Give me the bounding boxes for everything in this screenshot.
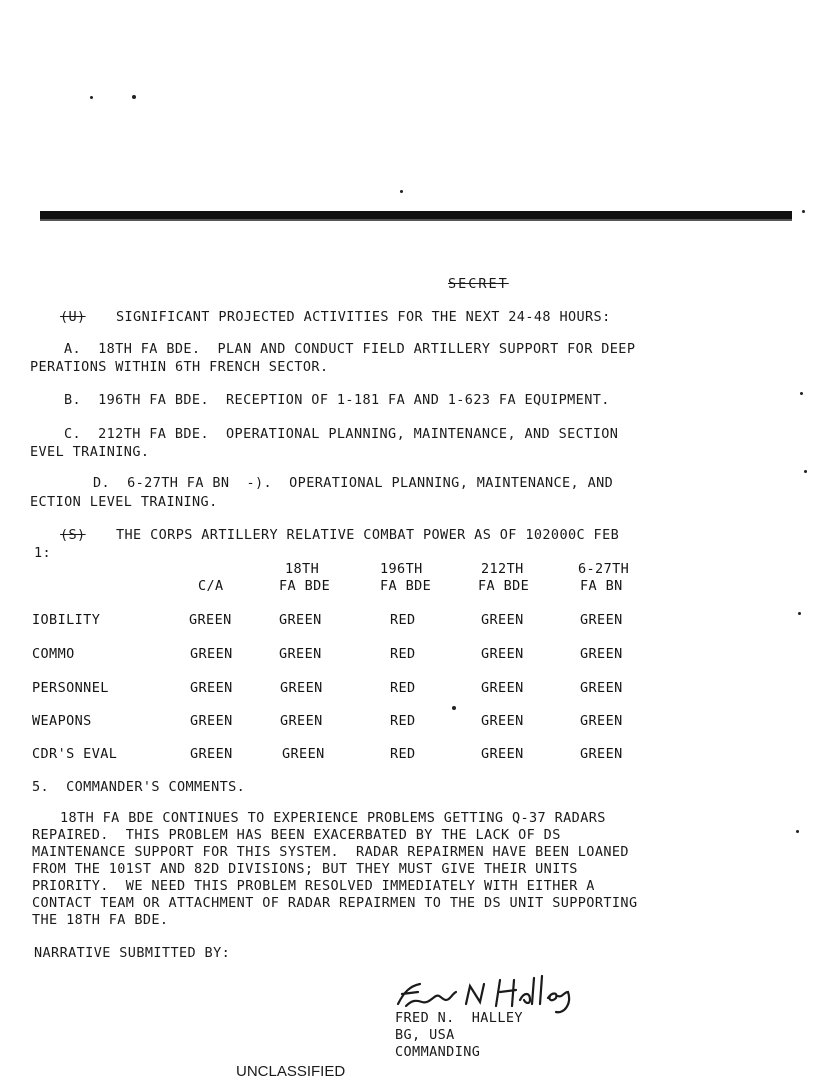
comments-line-6: CONTACT TEAM OR ATTACHMENT OF RADAR REPAIRMEN TO THE DS UNIT SUPPORTING (32, 895, 638, 911)
item-d-line2: ECTION LEVEL TRAINING. (30, 494, 218, 510)
section6-cont: 1: (34, 545, 52, 561)
comments-line-1: 18TH FA BDE CONTINUES TO EXPERIENCE PROBLEMS GETTING Q-37 RADARS (60, 810, 606, 826)
scan-speck (804, 470, 807, 473)
cell-mobility-212th: GREEN (481, 612, 524, 628)
col-header-18th-l1: 18TH (285, 561, 320, 577)
col-header-18th-l2: FA BDE (279, 578, 331, 594)
row-label-cdrs-eval: CDR'S EVAL (32, 746, 118, 762)
comments-line-2: REPAIRED. THIS PROBLEM HAS BEEN EXACERBATED BY THE LACK OF DS (32, 827, 561, 843)
section6-text: THE CORPS ARTILLERY RELATIVE COMBAT POWER AS OF 102000C FEB (116, 527, 620, 543)
cell-cdrs-eval-627th: GREEN (580, 746, 623, 762)
cell-weapons-212th: GREEN (481, 713, 524, 729)
cell-cdrs-eval-ca: GREEN (190, 746, 233, 762)
scan-speck (400, 190, 403, 193)
col-header-212th-l1: 212TH (481, 561, 524, 577)
col-header-627th-l2: FA BN (580, 578, 623, 594)
cell-personnel-627th: GREEN (580, 680, 623, 696)
row-label-commo: COMMO (32, 646, 75, 662)
item-b-line1: B. 196TH FA BDE. RECEPTION OF 1-181 FA AND 1-623 FA EQUIPMENT. (64, 392, 610, 408)
col-header-ca-l2: C/A (198, 578, 224, 594)
cell-mobility-627th: GREEN (580, 612, 623, 628)
cell-commo-212th: GREEN (481, 646, 524, 662)
cell-mobility-ca: GREEN (189, 612, 232, 628)
cell-cdrs-eval-212th: GREEN (481, 746, 524, 762)
item-a-line2: PERATIONS WITHIN 6TH FRENCH SECTOR. (30, 359, 329, 375)
cell-commo-18th: GREEN (279, 646, 322, 662)
narrative-label: NARRATIVE SUBMITTED BY: (34, 945, 231, 961)
signer-rank: BG, USA (395, 1027, 455, 1043)
item-c-line1: C. 212TH FA BDE. OPERATIONAL PLANNING, MAINTENANCE, AND SECTION (64, 426, 619, 442)
cell-personnel-ca: GREEN (190, 680, 233, 696)
comments-line-5: PRIORITY. WE NEED THIS PROBLEM RESOLVED IMMEDIATELY WITH EITHER A (32, 878, 595, 894)
cell-weapons-196th: RED (390, 713, 416, 729)
col-header-627th-l1: 6-27TH (578, 561, 630, 577)
row-label-personnel: PERSONNEL (32, 680, 109, 696)
scan-speck (802, 210, 805, 213)
cell-mobility-196th: RED (390, 612, 416, 628)
header-rule (40, 211, 792, 219)
cell-personnel-212th: GREEN (481, 680, 524, 696)
col-header-212th-l2: FA BDE (478, 578, 530, 594)
cell-cdrs-eval-196th: RED (390, 746, 416, 762)
signer-title: COMMANDING (395, 1044, 481, 1060)
comments-line-4: FROM THE 101ST AND 82D DIVISIONS; BUT THEY MUST GIVE THEIR UNITS (32, 861, 578, 877)
scan-speck (798, 612, 801, 615)
scan-speck (90, 96, 93, 99)
cell-cdrs-eval-18th: GREEN (282, 746, 325, 762)
item-c-line2: EVEL TRAINING. (30, 444, 150, 460)
col-header-196th-l2: FA BDE (380, 578, 432, 594)
classification-header: SECRET (448, 276, 509, 292)
cell-commo-ca: GREEN (190, 646, 233, 662)
cell-personnel-18th: GREEN (280, 680, 323, 696)
header-rule-shadow (40, 219, 792, 221)
scan-speck (132, 95, 136, 99)
item-a-line1: A. 18TH FA BDE. PLAN AND CONDUCT FIELD ARTILLERY SUPPORT FOR DEEP (64, 341, 636, 357)
cell-personnel-196th: RED (390, 680, 416, 696)
section5-text: SIGNIFICANT PROJECTED ACTIVITIES FOR THE NEXT 24-48 HOURS: (116, 309, 611, 325)
cell-mobility-18th: GREEN (279, 612, 322, 628)
cell-commo-196th: RED (390, 646, 416, 662)
row-label-mobility: IOBILITY (32, 612, 101, 628)
section6-marker: (S) (60, 527, 86, 543)
row-label-weapons: WEAPONS (32, 713, 92, 729)
comments-heading: 5. COMMANDER'S COMMENTS. (32, 779, 246, 795)
signer-name: FRED N. HALLEY (395, 1010, 523, 1026)
scan-speck (800, 392, 803, 395)
cell-weapons-ca: GREEN (190, 713, 233, 729)
cell-weapons-18th: GREEN (280, 713, 323, 729)
cell-weapons-627th: GREEN (580, 713, 623, 729)
comments-line-3: MAINTENANCE SUPPORT FOR THIS SYSTEM. RADAR REPAIRMEN HAVE BEEN LOANED (32, 844, 629, 860)
item-d-line1: D. 6-27TH FA BN -). OPERATIONAL PLANNING, MAINTENANCE, AND (93, 475, 614, 491)
scan-speck (452, 706, 456, 710)
col-header-196th-l1: 196TH (380, 561, 423, 577)
cell-commo-627th: GREEN (580, 646, 623, 662)
classification-footer: UNCLASSIFIED (236, 1063, 346, 1080)
section5-marker: (U) (60, 309, 86, 325)
comments-line-7: THE 18TH FA BDE. (32, 912, 169, 928)
scan-speck (796, 830, 799, 833)
